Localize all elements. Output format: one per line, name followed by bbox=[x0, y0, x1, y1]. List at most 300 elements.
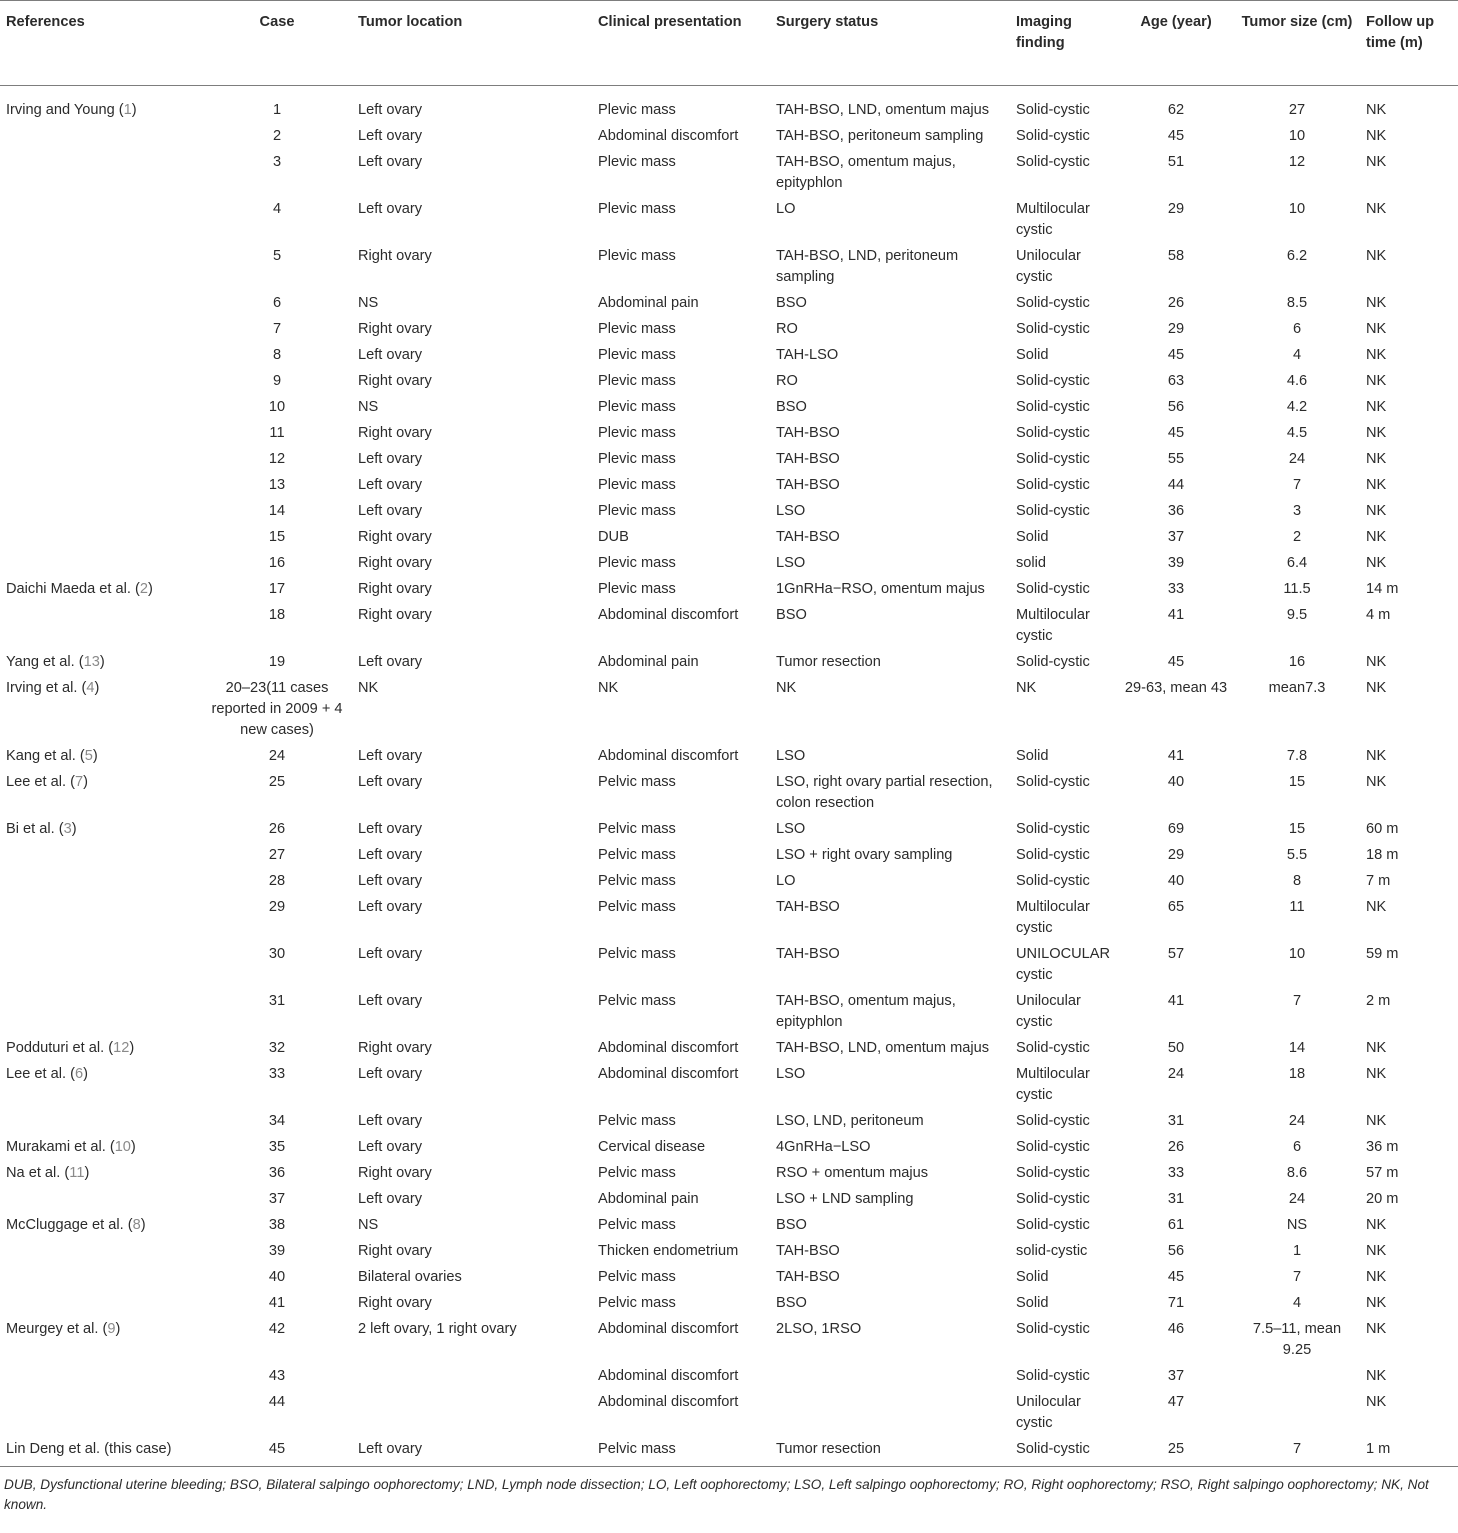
age-cell: 65 bbox=[1167, 899, 1185, 915]
imaging-finding-cell: Solid bbox=[1016, 347, 1049, 363]
tumor-location-cell: Right ovary bbox=[358, 581, 432, 597]
references-cell bbox=[0, 496, 200, 522]
age-cell: 26 bbox=[1167, 1139, 1185, 1155]
table-row bbox=[0, 1033, 1458, 1059]
surgery-status-cell: TAH-BSO bbox=[776, 529, 840, 545]
surgery-status-cell: BSO bbox=[776, 295, 807, 311]
age-cell: 45 bbox=[1167, 347, 1185, 363]
table-row bbox=[0, 470, 1458, 496]
age-cell: 47 bbox=[1167, 1394, 1185, 1410]
reference-number-link[interactable]: 6 bbox=[74, 1066, 84, 1082]
imaging-finding-cell: Multilocular cystic bbox=[1016, 607, 1090, 644]
surgery-status-cell: Tumor resection bbox=[776, 1441, 881, 1457]
surgery-status-cell: TAH-BSO bbox=[776, 946, 840, 962]
tumor-location-cell: Left ovary bbox=[358, 1441, 423, 1457]
case-cell: 33 bbox=[268, 1066, 286, 1082]
follow-up-cell: NK bbox=[1366, 1295, 1387, 1311]
case-cell: 25 bbox=[268, 774, 286, 790]
table-row bbox=[0, 1314, 1458, 1361]
tumor-size-cell: 10 bbox=[1288, 201, 1306, 217]
clinical-presentation-cell: Pelvic mass bbox=[598, 1217, 676, 1233]
case-cell: 4 bbox=[272, 201, 282, 217]
case-cell: 45 bbox=[268, 1441, 286, 1457]
table-row bbox=[0, 314, 1458, 340]
reference-number-link[interactable]: 1 bbox=[123, 102, 132, 118]
tumor-location-cell: Left ovary bbox=[358, 128, 423, 144]
references-cell bbox=[0, 1236, 200, 1262]
references-cell bbox=[0, 444, 200, 470]
age-cell: 36 bbox=[1167, 503, 1185, 519]
age-cell: 41 bbox=[1167, 607, 1185, 623]
references-cell bbox=[0, 1288, 200, 1314]
clinical-presentation-cell: Plevic mass bbox=[598, 399, 676, 415]
reference-number-link[interactable]: 7 bbox=[74, 774, 84, 790]
tumor-size-cell: 15 bbox=[1288, 821, 1306, 837]
age-cell: 40 bbox=[1167, 774, 1185, 790]
imaging-finding-cell: Unilocular cystic bbox=[1016, 248, 1081, 285]
case-cell: 29 bbox=[268, 899, 286, 915]
imaging-finding-cell: Solid-cystic bbox=[1016, 654, 1090, 670]
follow-up-cell: NK bbox=[1366, 399, 1387, 415]
tumor-location-cell: NS bbox=[358, 399, 379, 415]
age-cell: 58 bbox=[1167, 248, 1185, 264]
tumor-location-cell: Left ovary bbox=[358, 1113, 423, 1129]
references-cell bbox=[0, 121, 200, 147]
header-follow-up: Follow up time (m) bbox=[1366, 14, 1435, 51]
clinical-presentation-cell: Plevic mass bbox=[598, 555, 676, 571]
tumor-location-cell: Left ovary bbox=[358, 477, 423, 493]
reference-number-link[interactable]: 11 bbox=[69, 1165, 85, 1181]
references-cell bbox=[0, 147, 200, 194]
imaging-finding-cell: Solid bbox=[1016, 1295, 1049, 1311]
header-tumor-size: Tumor size (cm) bbox=[1241, 14, 1353, 30]
clinical-presentation-cell: Abdominal pain bbox=[598, 295, 699, 311]
age-cell: 69 bbox=[1167, 821, 1185, 837]
surgery-status-cell: RSO + omentum majus bbox=[776, 1165, 929, 1181]
imaging-finding-cell: Solid bbox=[1016, 529, 1049, 545]
imaging-finding-cell: Solid-cystic bbox=[1016, 821, 1090, 837]
age-cell: 55 bbox=[1167, 451, 1185, 467]
clinical-presentation-cell: Plevic mass bbox=[598, 425, 676, 441]
case-cell: 30 bbox=[268, 946, 286, 962]
follow-up-cell: NK bbox=[1366, 102, 1387, 118]
imaging-finding-cell: Solid-cystic bbox=[1016, 873, 1090, 889]
clinical-presentation-cell: Abdominal discomfort bbox=[598, 1040, 739, 1056]
surgery-status-cell: TAH-BSO, LND, peritoneum sampling bbox=[776, 248, 959, 285]
tumor-location-cell: Left ovary bbox=[358, 451, 423, 467]
follow-up-cell: 1 m bbox=[1366, 1441, 1391, 1457]
tumor-location-cell: Left ovary bbox=[358, 821, 423, 837]
tumor-size-cell: 6.4 bbox=[1286, 555, 1308, 571]
surgery-status-cell: 2LSO, 1RSO bbox=[776, 1321, 862, 1337]
imaging-finding-cell: Solid-cystic bbox=[1016, 128, 1090, 144]
tumor-size-cell: 10 bbox=[1288, 946, 1306, 962]
tumor-location-cell: Left ovary bbox=[358, 1066, 423, 1082]
surgery-status-cell: TAH-BSO bbox=[776, 425, 840, 441]
table-row bbox=[0, 1210, 1458, 1236]
tumor-size-cell: 4 bbox=[1292, 1295, 1302, 1311]
case-cell: 27 bbox=[268, 847, 286, 863]
table-row bbox=[0, 1106, 1458, 1132]
tumor-location-cell: Right ovary bbox=[358, 425, 432, 441]
table-row bbox=[0, 574, 1458, 600]
tumor-location-cell: Right ovary bbox=[358, 248, 432, 264]
reference-number-link[interactable]: 12 bbox=[113, 1040, 130, 1056]
surgery-status-cell: LSO, LND, peritoneum bbox=[776, 1113, 924, 1129]
imaging-finding-cell: Multilocular cystic bbox=[1016, 1066, 1090, 1103]
reference-author: Bi et al. bbox=[6, 821, 55, 837]
tumor-size-cell bbox=[1232, 1387, 1360, 1434]
imaging-finding-cell: Solid-cystic bbox=[1016, 1040, 1090, 1056]
tumor-location-cell: Left ovary bbox=[358, 899, 423, 915]
follow-up-cell: NK bbox=[1366, 1040, 1387, 1056]
tumor-size-cell: 8 bbox=[1292, 873, 1302, 889]
reference-number-link[interactable]: 3 bbox=[63, 821, 72, 837]
surgery-status-cell: TAH-BSO bbox=[776, 477, 840, 493]
table-row bbox=[0, 121, 1458, 147]
age-cell: 71 bbox=[1167, 1295, 1185, 1311]
reference-author: McCluggage et al. bbox=[6, 1217, 124, 1233]
tumor-location-cell: Left ovary bbox=[358, 748, 423, 764]
imaging-finding-cell: Multilocular cystic bbox=[1016, 201, 1090, 238]
references-cell: Meurgey et al. (9) bbox=[6, 1321, 121, 1337]
case-cell: 10 bbox=[268, 399, 286, 415]
imaging-finding-cell: Solid-cystic bbox=[1016, 373, 1090, 389]
follow-up-cell: NK bbox=[1366, 1217, 1387, 1233]
references-cell: Daichi Maeda et al. (2) bbox=[6, 581, 153, 597]
clinical-presentation-cell: Pelvic mass bbox=[598, 774, 676, 790]
imaging-finding-cell: NK bbox=[1016, 680, 1037, 696]
age-cell: 45 bbox=[1167, 128, 1185, 144]
reference-number-link[interactable]: 10 bbox=[114, 1139, 131, 1155]
tumor-location-cell: Left ovary bbox=[358, 654, 423, 670]
reference-number-link[interactable]: 5 bbox=[84, 748, 93, 764]
table-footnote: DUB, Dysfunctional uterine bleeding; BSO, Bilateral salpingo oophorectomy; LND, Lymph node dissection; LO, Left oophorectomy; LSO, Left salpingo oophorectomy; RO, Right oophorectomy; RSO, Right salpingo oophorectomy; NK, Not known. bbox=[4, 1477, 1429, 1512]
references-cell bbox=[0, 548, 200, 574]
table-row bbox=[0, 1158, 1458, 1184]
age-cell: 33 bbox=[1167, 1165, 1185, 1181]
case-cell: 19 bbox=[268, 654, 286, 670]
age-cell: 29 bbox=[1167, 847, 1185, 863]
tumor-location-cell: Left ovary bbox=[358, 102, 423, 118]
tumor-size-cell: 8.6 bbox=[1286, 1165, 1308, 1181]
tumor-location-cell: 2 left ovary, 1 right ovary bbox=[358, 1321, 517, 1337]
clinical-presentation-cell: NK bbox=[598, 680, 619, 696]
imaging-finding-cell: Solid bbox=[1016, 748, 1049, 764]
follow-up-cell: NK bbox=[1366, 425, 1387, 441]
reference-author: Irving et al. bbox=[6, 680, 78, 696]
references-cell: Yang et al. (13) bbox=[6, 654, 105, 670]
tumor-location-cell bbox=[352, 1387, 592, 1434]
references-cell bbox=[0, 1106, 200, 1132]
case-cell: 43 bbox=[268, 1368, 286, 1384]
references-cell: Irving et al. (4) bbox=[6, 680, 100, 696]
surgery-status-cell: LSO bbox=[776, 555, 806, 571]
imaging-finding-cell: Solid-cystic bbox=[1016, 847, 1090, 863]
tumor-size-cell: 12 bbox=[1288, 154, 1306, 170]
reference-number-link[interactable]: 8 bbox=[132, 1217, 141, 1233]
case-cell: 16 bbox=[268, 555, 286, 571]
surgery-status-cell bbox=[770, 1361, 1010, 1387]
clinical-presentation-cell: Abdominal pain bbox=[598, 654, 699, 670]
tumor-location-cell: Right ovary bbox=[358, 555, 432, 571]
imaging-finding-cell: Solid-cystic bbox=[1016, 321, 1090, 337]
case-cell: 38 bbox=[268, 1217, 286, 1233]
age-cell: 41 bbox=[1167, 993, 1185, 1009]
tumor-size-cell: NS bbox=[1286, 1217, 1308, 1233]
case-cell: 2 bbox=[272, 128, 282, 144]
imaging-finding-cell: Solid-cystic bbox=[1016, 451, 1090, 467]
tumor-location-cell: Left ovary bbox=[358, 1139, 423, 1155]
table-row bbox=[0, 892, 1458, 939]
clinical-presentation-cell: Pelvic mass bbox=[598, 1269, 676, 1285]
case-cell: 5 bbox=[272, 248, 282, 264]
references-cell bbox=[0, 241, 200, 288]
case-cell: 24 bbox=[268, 748, 286, 764]
clinical-presentation-cell: Plevic mass bbox=[598, 477, 676, 493]
surgery-status-cell: TAH-BSO bbox=[776, 899, 840, 915]
case-cell: 32 bbox=[268, 1040, 286, 1056]
follow-up-cell: NK bbox=[1366, 1269, 1387, 1285]
case-cell: 36 bbox=[268, 1165, 286, 1181]
clinical-presentation-cell: Pelvic mass bbox=[598, 1295, 676, 1311]
table-row bbox=[0, 673, 1458, 741]
table-row bbox=[0, 1434, 1458, 1467]
surgery-status-cell: LSO, right ovary partial resection, colon resection bbox=[776, 774, 993, 811]
table-row bbox=[0, 1361, 1458, 1387]
table-row bbox=[0, 1059, 1458, 1106]
follow-up-cell: NK bbox=[1366, 1243, 1387, 1259]
clinical-presentation-cell: Abdominal discomfort bbox=[598, 1321, 739, 1337]
references-cell: Murakami et al. (10) bbox=[6, 1139, 136, 1155]
clinical-presentation-cell: Plevic mass bbox=[598, 347, 676, 363]
follow-up-cell: NK bbox=[1366, 451, 1387, 467]
tumor-size-cell: 24 bbox=[1288, 1191, 1306, 1207]
reference-author: Daichi Maeda et al. bbox=[6, 581, 131, 597]
case-cell: 37 bbox=[268, 1191, 286, 1207]
tumor-size-cell: 7 bbox=[1292, 1269, 1302, 1285]
age-cell: 56 bbox=[1167, 399, 1185, 415]
follow-up-cell: 7 m bbox=[1366, 873, 1391, 889]
imaging-finding-cell: UNILOCULAR cystic bbox=[1016, 946, 1111, 983]
age-cell: 37 bbox=[1167, 529, 1185, 545]
tumor-location-cell: NS bbox=[358, 295, 379, 311]
references-cell bbox=[0, 1262, 200, 1288]
clinical-presentation-cell: Plevic mass bbox=[598, 102, 676, 118]
follow-up-cell: NK bbox=[1366, 654, 1387, 670]
tumor-size-cell: 9.5 bbox=[1286, 607, 1308, 623]
imaging-finding-cell: Solid-cystic bbox=[1016, 399, 1090, 415]
tumor-size-cell bbox=[1232, 1361, 1360, 1387]
clinical-presentation-cell: Plevic mass bbox=[598, 451, 676, 467]
tumor-location-cell: Left ovary bbox=[358, 847, 423, 863]
follow-up-cell: NK bbox=[1366, 477, 1387, 493]
age-cell: 24 bbox=[1167, 1066, 1185, 1082]
age-cell: 46 bbox=[1167, 1321, 1185, 1337]
surgery-status-cell: TAH-LSO bbox=[776, 347, 839, 363]
follow-up-cell: NK bbox=[1366, 347, 1387, 363]
age-cell: 31 bbox=[1167, 1113, 1185, 1129]
age-cell: 29-63, mean 43 bbox=[1124, 680, 1228, 696]
tumor-location-cell: Left ovary bbox=[358, 503, 423, 519]
surgery-status-cell: TAH-BSO, omentum majus, epityphlon bbox=[776, 154, 956, 191]
age-cell: 33 bbox=[1167, 581, 1185, 597]
case-cell: 1 bbox=[272, 102, 282, 118]
age-cell: 44 bbox=[1167, 477, 1185, 493]
tumor-location-cell: Left ovary bbox=[358, 1191, 423, 1207]
references-cell bbox=[0, 418, 200, 444]
tumor-location-cell: Left ovary bbox=[358, 201, 423, 217]
clinical-presentation-cell: Pelvic mass bbox=[598, 946, 676, 962]
tumor-location-cell: Left ovary bbox=[358, 774, 423, 790]
reference-number-link[interactable]: 9 bbox=[107, 1321, 116, 1337]
header-surgery-status: Surgery status bbox=[776, 14, 879, 30]
age-cell: 45 bbox=[1167, 425, 1185, 441]
clinical-presentation-cell: Plevic mass bbox=[598, 154, 676, 170]
clinical-presentation-cell: Plevic mass bbox=[598, 503, 676, 519]
tumor-size-cell: 6.2 bbox=[1286, 248, 1308, 264]
table-row bbox=[0, 741, 1458, 767]
table-row bbox=[0, 814, 1458, 840]
header-row bbox=[0, 1, 1458, 86]
case-cell: 28 bbox=[268, 873, 286, 889]
references-cell bbox=[0, 470, 200, 496]
references-cell bbox=[0, 892, 200, 939]
tumor-size-cell: 8.5 bbox=[1286, 295, 1308, 311]
reference-author: Podduturi et al. bbox=[6, 1040, 105, 1056]
tumor-location-cell: Right ovary bbox=[358, 1243, 432, 1259]
tumor-location-cell: Right ovary bbox=[358, 1040, 432, 1056]
tumor-location-cell: Left ovary bbox=[358, 873, 423, 889]
surgery-status-cell: LO bbox=[776, 201, 796, 217]
tumor-size-cell: 4 bbox=[1292, 347, 1302, 363]
imaging-finding-cell: Solid-cystic bbox=[1016, 1113, 1090, 1129]
clinical-presentation-cell: Abdominal discomfort bbox=[598, 1066, 739, 1082]
table-row bbox=[0, 241, 1458, 288]
table-row bbox=[0, 418, 1458, 444]
imaging-finding-cell: solid-cystic bbox=[1016, 1243, 1088, 1259]
follow-up-cell: NK bbox=[1366, 154, 1387, 170]
tumor-size-cell: 4.5 bbox=[1286, 425, 1308, 441]
follow-up-cell: NK bbox=[1366, 201, 1387, 217]
tumor-size-cell: 2 bbox=[1292, 529, 1302, 545]
reference-number-link[interactable]: 13 bbox=[83, 654, 100, 670]
reference-author: Lin Deng et al. (this case) bbox=[6, 1441, 172, 1457]
age-cell: 39 bbox=[1167, 555, 1185, 571]
case-cell: 3 bbox=[272, 154, 282, 170]
follow-up-cell: 18 m bbox=[1366, 847, 1399, 863]
references-cell bbox=[0, 366, 200, 392]
table-row bbox=[0, 1387, 1458, 1434]
table-row bbox=[0, 1288, 1458, 1314]
age-cell: 51 bbox=[1167, 154, 1185, 170]
table-header bbox=[0, 1, 1458, 86]
references-cell bbox=[0, 392, 200, 418]
table-row bbox=[0, 840, 1458, 866]
case-cell: 20–23(11 cases reported in 2009 + 4 new cases) bbox=[211, 680, 343, 738]
age-cell: 29 bbox=[1167, 321, 1185, 337]
surgery-status-cell: Tumor resection bbox=[776, 654, 881, 670]
case-cell: 44 bbox=[268, 1394, 286, 1410]
tumor-location-cell: Right ovary bbox=[358, 1295, 432, 1311]
surgery-status-cell: RO bbox=[776, 321, 798, 337]
age-cell: 29 bbox=[1167, 201, 1185, 217]
imaging-finding-cell: Unilocular cystic bbox=[1016, 1394, 1081, 1431]
surgery-status-cell: LSO bbox=[776, 503, 806, 519]
tumor-size-cell: 5.5 bbox=[1286, 847, 1308, 863]
surgery-status-cell: TAH-BSO bbox=[776, 1243, 840, 1259]
follow-up-cell: NK bbox=[1366, 128, 1387, 144]
tumor-size-cell: mean7.3 bbox=[1268, 680, 1326, 696]
surgery-status-cell: NK bbox=[776, 680, 797, 696]
reference-author: Yang et al. bbox=[6, 654, 75, 670]
references-cell bbox=[0, 986, 200, 1033]
follow-up-cell: 57 m bbox=[1366, 1165, 1399, 1181]
references-cell: Podduturi et al. (12) bbox=[6, 1040, 135, 1056]
references-cell bbox=[0, 288, 200, 314]
follow-up-cell: NK bbox=[1366, 295, 1387, 311]
tumor-size-cell: 1 bbox=[1292, 1243, 1302, 1259]
tumor-location-cell: Right ovary bbox=[358, 607, 432, 623]
references-cell bbox=[0, 866, 200, 892]
case-cell: 41 bbox=[268, 1295, 286, 1311]
clinical-presentation-cell: Plevic mass bbox=[598, 201, 676, 217]
follow-up-cell: NK bbox=[1366, 529, 1387, 545]
age-cell: 45 bbox=[1167, 1269, 1185, 1285]
reference-author: Kang et al. bbox=[6, 748, 76, 764]
tumor-size-cell: 7 bbox=[1292, 993, 1302, 1009]
clinical-presentation-cell: Pelvic mass bbox=[598, 873, 676, 889]
reference-number-link[interactable]: 2 bbox=[139, 581, 148, 597]
follow-up-cell: NK bbox=[1366, 1113, 1387, 1129]
clinical-presentation-cell: Pelvic mass bbox=[598, 1165, 676, 1181]
imaging-finding-cell: Solid-cystic bbox=[1016, 774, 1090, 790]
follow-up-cell: 59 m bbox=[1366, 946, 1399, 962]
surgery-status-cell: BSO bbox=[776, 1217, 807, 1233]
clinical-presentation-cell: Abdominal discomfort bbox=[598, 128, 739, 144]
table-row bbox=[0, 986, 1458, 1033]
follow-up-cell: NK bbox=[1366, 1066, 1387, 1082]
tumor-size-cell: 14 bbox=[1288, 1040, 1306, 1056]
references-cell bbox=[0, 1434, 200, 1467]
references-cell: Lee et al. (7) bbox=[6, 774, 88, 790]
table-row bbox=[0, 1236, 1458, 1262]
tumor-size-cell: 6 bbox=[1292, 1139, 1302, 1155]
references-cell bbox=[0, 1361, 200, 1387]
surgery-status-cell: TAH-BSO, LND, omentum majus bbox=[776, 1040, 990, 1056]
clinical-presentation-cell: Pelvic mass bbox=[598, 847, 676, 863]
surgery-status-cell: TAH-BSO, LND, omentum majus bbox=[776, 102, 990, 118]
table-row bbox=[0, 1132, 1458, 1158]
follow-up-cell: 2 m bbox=[1366, 993, 1391, 1009]
tumor-size-cell: 7 bbox=[1292, 477, 1302, 493]
table-row bbox=[0, 548, 1458, 574]
references-cell: Irving and Young (1) bbox=[6, 102, 137, 118]
clinical-presentation-cell: Abdominal discomfort bbox=[598, 748, 739, 764]
imaging-finding-cell: Solid-cystic bbox=[1016, 1368, 1090, 1384]
imaging-finding-cell: Unilocular cystic bbox=[1016, 993, 1081, 1030]
reference-author: Lee et al. bbox=[6, 774, 67, 790]
case-cell: 15 bbox=[268, 529, 286, 545]
reference-number-link[interactable]: 4 bbox=[86, 680, 95, 696]
references-cell: Na et al. (11) bbox=[6, 1165, 90, 1181]
tumor-size-cell: 7 bbox=[1292, 1441, 1302, 1457]
reference-author: Murakami et al. bbox=[6, 1139, 106, 1155]
age-cell: 25 bbox=[1167, 1441, 1185, 1457]
reference-author: Irving and Young bbox=[6, 102, 115, 118]
tumor-location-cell: Left ovary bbox=[358, 154, 423, 170]
surgery-status-cell: LSO + LND sampling bbox=[776, 1191, 914, 1207]
